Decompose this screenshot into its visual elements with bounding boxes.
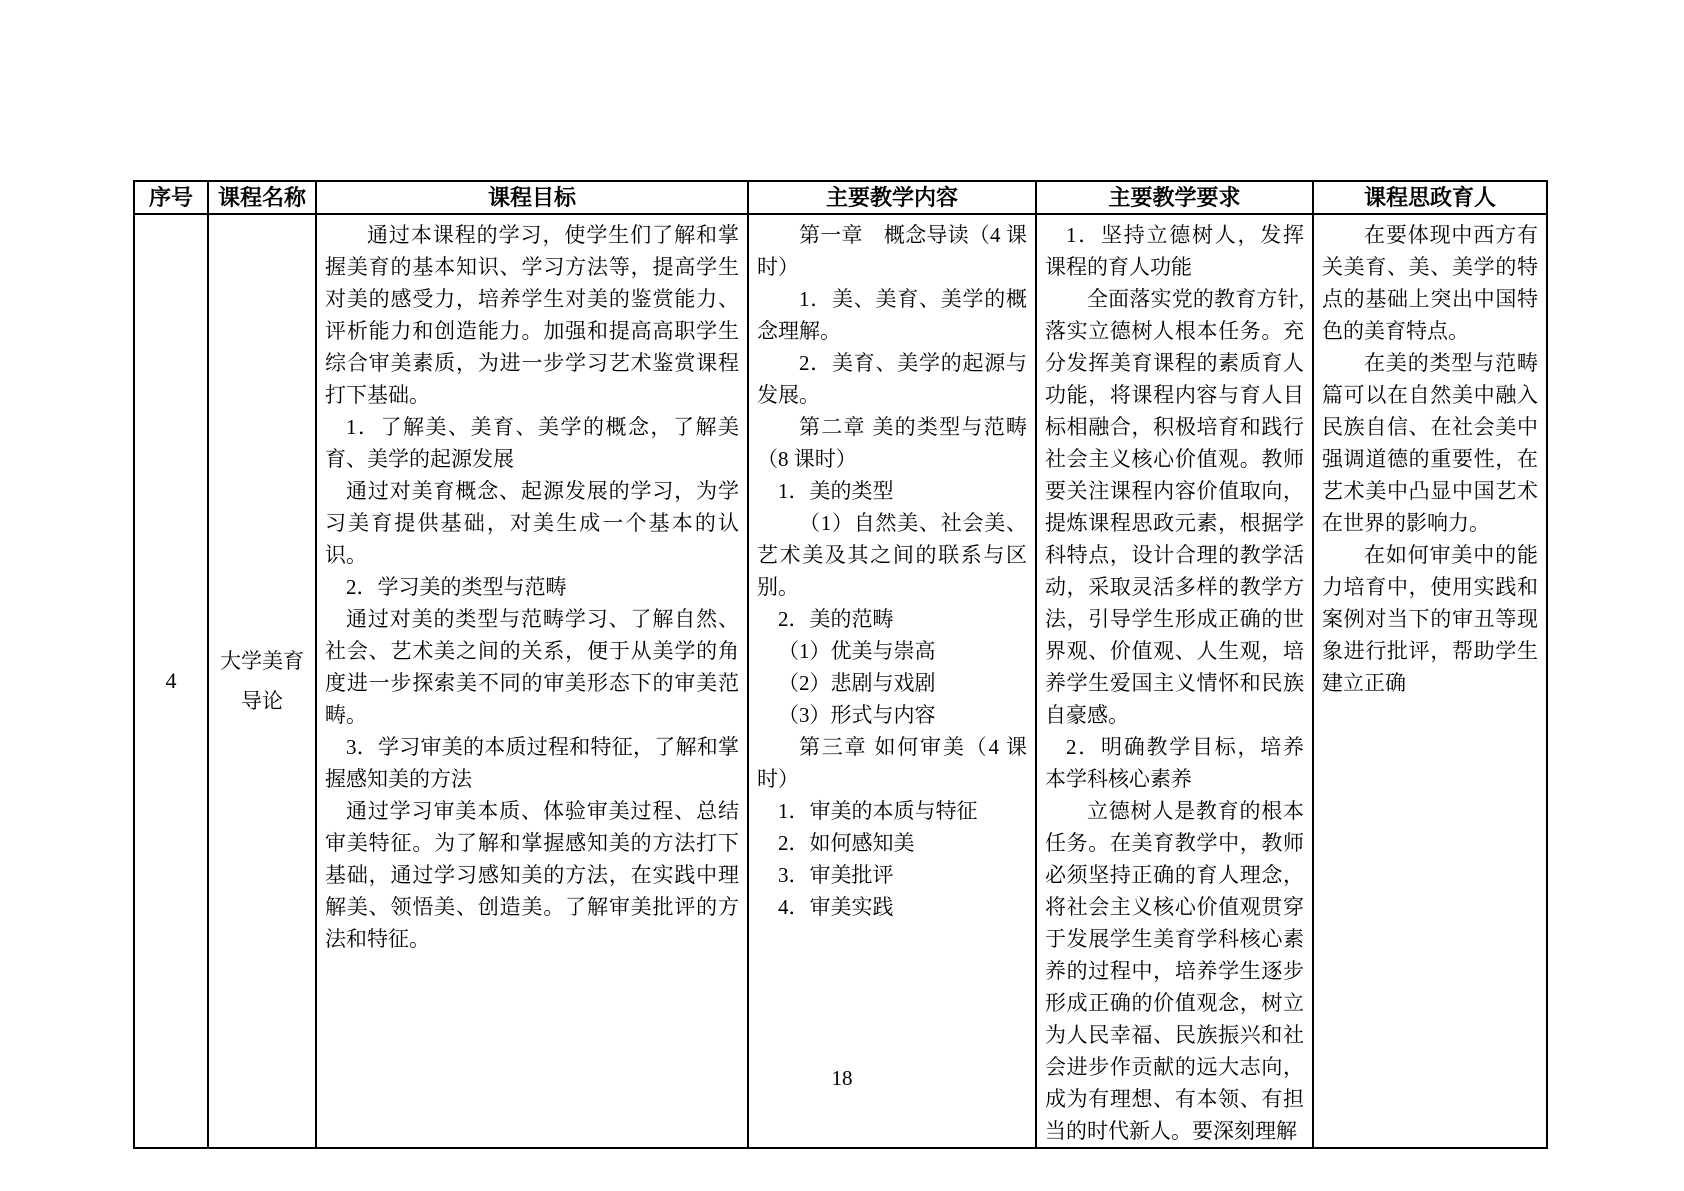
header-course-name: 课程名称 — [208, 181, 316, 214]
teaching-content-paragraph: 3．审美批评 — [778, 863, 894, 887]
teaching-requirement-paragraph: 立德树人是教育的根本任务。在美育教学中，教师必须坚持正确的育人理念，将社会主义核心价值观贯穿于发展学生美育学科核心素养的过程中，培养学生逐步形成正确的价值观念，树立为人民幸福、民族振兴和社会进步作贡献的远大志向，成为有理想、有本领、有担当的时代新人。要深刻理解 — [1045, 799, 1304, 1143]
teaching-content-paragraph: （3）形式与内容 — [778, 703, 936, 727]
ideology-education-paragraph: 在要体现中西方有关美育、美、美学的特点的基础上突出中国特色的美育特点。 — [1322, 223, 1538, 343]
course-name-line-2: 导论 — [241, 689, 283, 713]
course-name-line-1: 大学美育 — [220, 649, 304, 673]
teaching-content-paragraph: （1）自然美、社会美、艺术美及其之间的联系与区别。 — [757, 511, 1027, 599]
teaching-content-paragraph: （2）悲剧与戏剧 — [778, 671, 936, 695]
teaching-content-paragraph: 4．审美实践 — [778, 895, 894, 919]
objective-paragraph: 通过对美育概念、起源发展的学习，为学习美育提供基础，对美生成一个基本的认识。 — [325, 479, 739, 567]
teaching-content-paragraph: 第二章 美的类型与范畴（8 课时） — [757, 415, 1027, 471]
teaching-content-paragraph: 第一章 概念导读（4 课时） — [757, 223, 1027, 279]
teaching-requirement-paragraph: 全面落实党的教育方针,落实立德树人根本任务。充分发挥美育课程的素质育人功能，将课程内容与育人目标相融合，积极培育和践行社会主义核心价值观。教师要关注课程内容价值取向，提炼课程思政元素，根据学科特点，设计合理的教学活动，采取灵活多样的教学方法，引导学生形成正确的世界观、价值观、人生观，培养学生爱国主义情怀和民族自豪感。 — [1045, 287, 1304, 727]
teaching-content-paragraph: 2．如何感知美 — [778, 831, 915, 855]
teaching-content-paragraph: 2．美的范畴 — [778, 607, 894, 631]
header-teaching-requirements: 主要教学要求 — [1036, 181, 1313, 214]
teaching-content-paragraph: 2．美育、美学的起源与发展。 — [757, 351, 1027, 407]
ideology-education-paragraph: 在如何审美中的能力培育中，使用实践和案例对当下的审丑等现象进行批评，帮助学生建立正确 — [1322, 543, 1538, 695]
cell-teaching-requirements — [1036, 214, 1313, 1148]
cell-teaching-content — [748, 214, 1036, 1148]
teaching-content-paragraph: 1．美、美育、美学的概念理解。 — [757, 287, 1027, 343]
teaching-content-paragraph: 1．美的类型 — [778, 479, 894, 503]
teaching-requirement-paragraph: 1．坚持立德树人，发挥课程的育人功能 — [1045, 223, 1304, 279]
course-syllabus-table — [133, 180, 1548, 1149]
page-number: 18 — [831, 1066, 853, 1090]
cell-course-objectives — [316, 214, 748, 1148]
header-ideology-education: 课程思政育人 — [1313, 181, 1547, 214]
ideology-education-paragraph: 在美的类型与范畴篇可以在自然美中融入民族自信、在社会美中强调道德的重要性，在艺术美中凸显中国艺术在世界的影响力。 — [1322, 351, 1538, 535]
cell-serial-number: 4 — [134, 214, 208, 1148]
header-serial-number: 序号 — [134, 181, 208, 214]
table-row — [134, 214, 1547, 1148]
objective-paragraph: 3．学习审美的本质过程和特征，了解和掌握感知美的方法 — [325, 735, 739, 791]
teaching-content-paragraph: 1．审美的本质与特征 — [778, 799, 978, 823]
objective-paragraph: 2．学习美的类型与范畴 — [346, 575, 567, 599]
header-course-objectives: 课程目标 — [316, 181, 748, 214]
cell-ideology-education — [1313, 214, 1547, 1148]
objective-paragraph: 通过对美的类型与范畴学习、了解自然、社会、艺术美之间的关系，便于从美学的角度进一步探索美不同的审美形态下的审美范畴。 — [325, 607, 739, 727]
objective-paragraph: 通过本课程的学习，使学生们了解和掌握美育的基本知识、学习方法等，提高学生对美的感受力，培养学生对美的鉴赏能力、评析能力和创造能力。加强和提高高职学生综合审美素质，为进一步学习艺术鉴赏课程打下基础。 — [325, 223, 739, 407]
header-row — [134, 181, 1547, 214]
cell-course-name — [208, 214, 316, 1148]
objective-paragraph: 1．了解美、美育、美学的概念，了解美育、美学的起源发展 — [325, 415, 739, 471]
teaching-content-paragraph: 第三章 如何审美（4 课时） — [757, 735, 1027, 791]
objective-paragraph: 通过学习审美本质、体验审美过程、总结审美特征。为了解和掌握感知美的方法打下基础，通过学习感知美的方法，在实践中理解美、领悟美、创造美。了解审美批评的方法和特征。 — [325, 799, 739, 951]
header-teaching-content: 主要教学内容 — [748, 181, 1036, 214]
teaching-content-paragraph: （1）优美与崇高 — [778, 639, 936, 663]
teaching-requirement-paragraph: 2．明确教学目标，培养本学科核心素养 — [1045, 735, 1304, 791]
